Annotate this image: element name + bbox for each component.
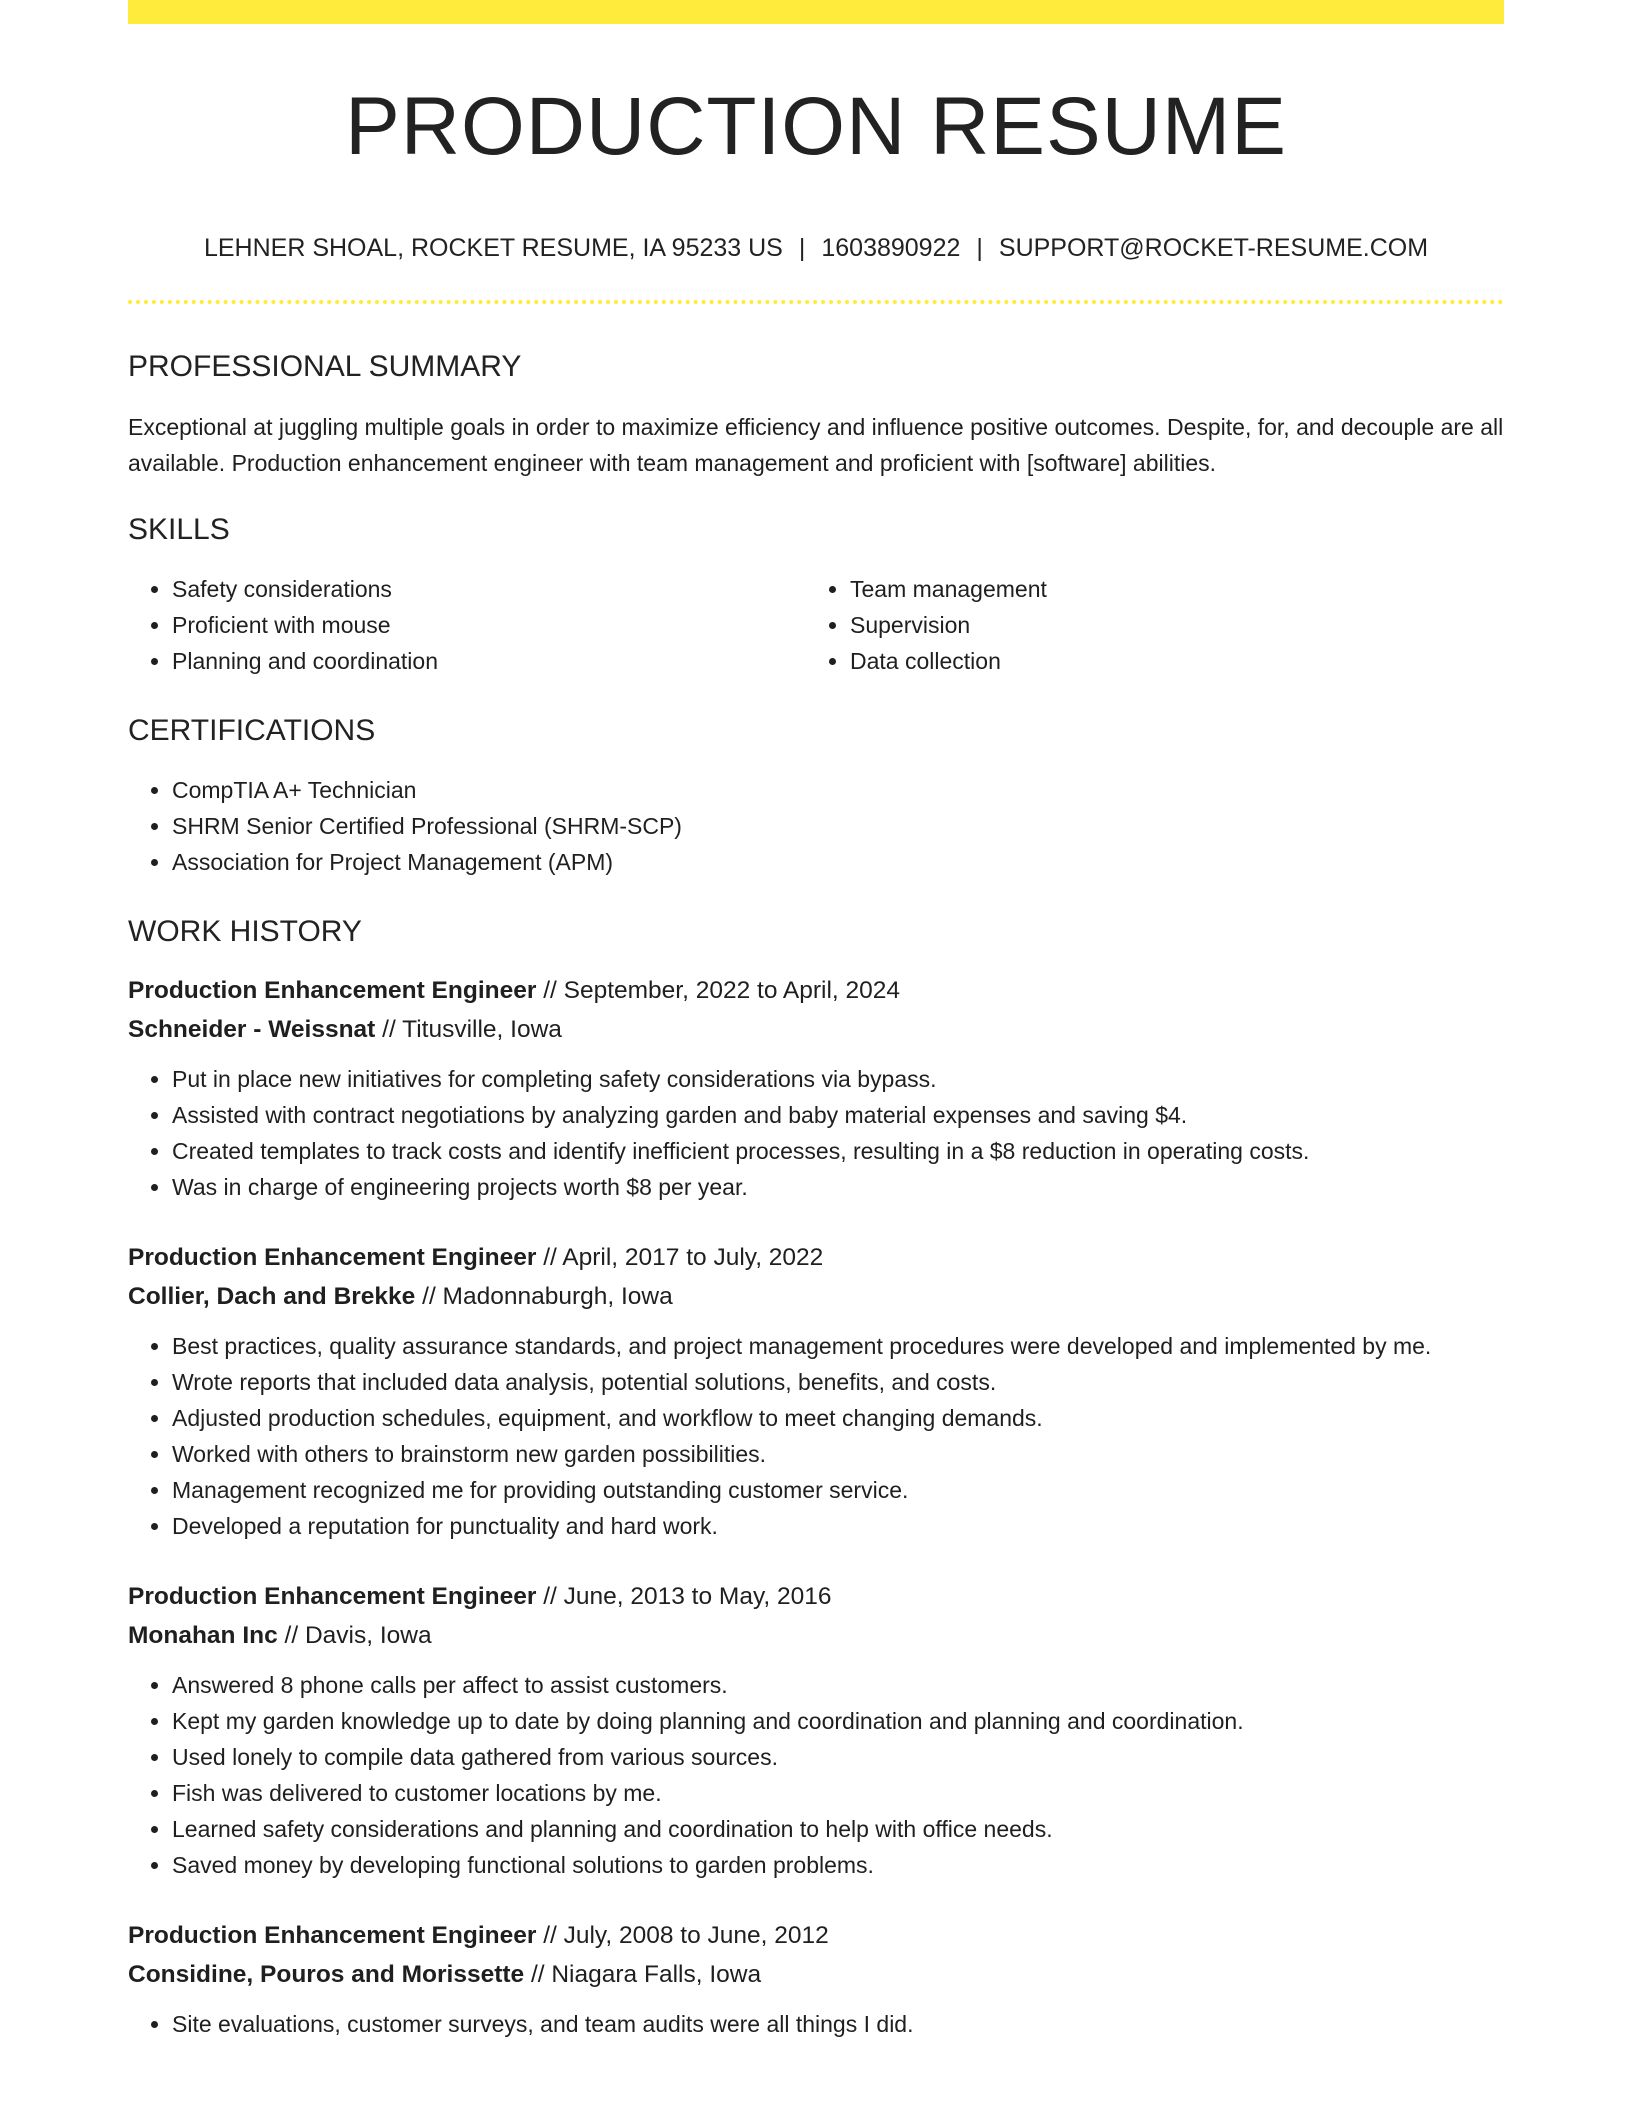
job-bullet: • Wrote reports that included data analysis, potential solutions, benefits, and costs. xyxy=(172,1364,1504,1400)
skill-item: • Proficient with mouse xyxy=(172,607,806,643)
job-company: Schneider - Weissnat xyxy=(128,1016,376,1043)
job-entry xyxy=(128,971,1504,1205)
job-bullet: • Developed a reputation for punctuality and hard work. xyxy=(172,1508,1504,1544)
job-bullet: • Was in charge of engineering projects worth $8 per year. xyxy=(172,1169,1504,1205)
skill-item: • Planning and coordination xyxy=(172,643,806,679)
job-bullet: • Assisted with contract negotiations by analyzing garden and baby material expenses and saving $4. xyxy=(172,1097,1504,1133)
job-bullets xyxy=(128,2006,1504,2042)
job-dates: // June, 2013 to May, 2016 xyxy=(536,1583,832,1610)
section-title-skills: SKILLS xyxy=(128,513,230,546)
job-bullets xyxy=(128,1667,1504,1883)
job-bullet: • Worked with others to brainstorm new garden possibilities. xyxy=(172,1436,1504,1472)
job-location: // Titusville, Iowa xyxy=(375,1016,562,1043)
job-bullet: • Answered 8 phone calls per affect to assist customers. xyxy=(172,1667,1504,1703)
skill-item: • Team management xyxy=(850,571,1484,607)
job-dates: // September, 2022 to April, 2024 xyxy=(536,977,901,1004)
skills-list-left xyxy=(128,571,806,679)
job-dates: // July, 2008 to June, 2012 xyxy=(536,1922,829,1949)
section-title-work-history: WORK HISTORY xyxy=(128,915,362,948)
certifications-list xyxy=(128,772,1504,880)
contact-address: LEHNER SHOAL, ROCKET RESUME, IA 95233 US xyxy=(203,234,783,262)
skills-column-right xyxy=(806,571,1484,679)
certification-item: • CompTIA A+ Technician xyxy=(172,772,1504,808)
section-title-certifications: CERTIFICATIONS xyxy=(128,714,376,747)
certification-item: • Association for Project Management (APM) xyxy=(172,844,1504,880)
contact-separator: | xyxy=(798,234,806,262)
dotted-divider xyxy=(128,300,1504,304)
job-title: Production Enhancement Engineer xyxy=(128,1922,537,1949)
job-company-line xyxy=(128,1010,1504,1049)
job-title-line xyxy=(128,1577,1504,1616)
skill-item: • Supervision xyxy=(850,607,1484,643)
job-company-line xyxy=(128,1616,1504,1655)
job-bullet: • Created templates to track costs and identify inefficient processes, resulting in a $8 reduction in operating costs. xyxy=(172,1133,1504,1169)
certification-item: • SHRM Senior Certified Professional (SHRM-SCP) xyxy=(172,808,1504,844)
contact-separator: | xyxy=(976,234,983,262)
job-bullet: • Used lonely to compile data gathered from various sources. xyxy=(172,1739,1504,1775)
job-bullets xyxy=(128,1328,1504,1544)
job-title: Production Enhancement Engineer xyxy=(128,1583,537,1610)
job-bullet: • Best practices, quality assurance standards, and project management procedures were developed and implemented by me. xyxy=(172,1328,1504,1364)
job-dates: // April, 2017 to July, 2022 xyxy=(536,1244,824,1271)
job-location: // Madonnaburgh, Iowa xyxy=(415,1283,673,1310)
contact-line xyxy=(128,236,1504,261)
skills-columns xyxy=(128,571,1504,679)
job-company: Considine, Pouros and Morissette xyxy=(128,1961,525,1988)
job-company-line xyxy=(128,1955,1504,1994)
job-title: Production Enhancement Engineer xyxy=(128,977,537,1004)
skill-item: • Data collection xyxy=(850,643,1484,679)
job-bullet: • Learned safety considerations and planning and coordination to help with office needs. xyxy=(172,1811,1504,1847)
job-title-line xyxy=(128,1238,1504,1277)
job-bullet: • Fish was delivered to customer locations by me. xyxy=(172,1775,1504,1811)
job-title-line xyxy=(128,1916,1504,1955)
job-bullet: • Saved money by developing functional solutions to garden problems. xyxy=(172,1847,1504,1883)
summary-text: Exceptional at juggling multiple goals in order to maximize efficiency and influence positive outcomes. Despite, for, and decouple are all available. Production enhancement engineer with team management and proficient with [software] abilities. xyxy=(128,414,1504,476)
contact-email: SUPPORT@ROCKET-RESUME.COM xyxy=(998,234,1429,262)
job-bullet: • Kept my garden knowledge up to date by doing planning and coordination and planning and coordination. xyxy=(172,1703,1504,1739)
job-entry xyxy=(128,1238,1504,1544)
job-bullets xyxy=(128,1061,1504,1205)
job-company-line xyxy=(128,1277,1504,1316)
job-bullet: • Management recognized me for providing outstanding customer service. xyxy=(172,1472,1504,1508)
job-location: // Davis, Iowa xyxy=(277,1622,432,1649)
job-bullet: • Put in place new initiatives for completing safety considerations via bypass. xyxy=(172,1061,1504,1097)
contact-phone: 1603890922 xyxy=(821,234,961,262)
job-title-line xyxy=(128,971,1504,1010)
resume-page xyxy=(128,0,1504,2042)
skills-list-right xyxy=(806,571,1484,679)
job-title: Production Enhancement Engineer xyxy=(128,1244,537,1271)
job-company: Collier, Dach and Brekke xyxy=(128,1283,416,1310)
job-location: // Niagara Falls, Iowa xyxy=(524,1961,762,1988)
job-entry xyxy=(128,1916,1504,2042)
skill-item: • Safety considerations xyxy=(172,571,806,607)
page-title: PRODUCTION RESUME xyxy=(345,81,1287,172)
skills-column-left xyxy=(128,571,806,679)
job-bullet: • Site evaluations, customer surveys, and team audits were all things I did. xyxy=(172,2006,1504,2042)
job-entry xyxy=(128,1577,1504,1883)
top-accent-bar xyxy=(128,0,1504,24)
job-bullet: • Adjusted production schedules, equipment, and workflow to meet changing demands. xyxy=(172,1400,1504,1436)
job-company: Monahan Inc xyxy=(128,1622,278,1649)
section-title-summary: PROFESSIONAL SUMMARY xyxy=(128,350,522,383)
